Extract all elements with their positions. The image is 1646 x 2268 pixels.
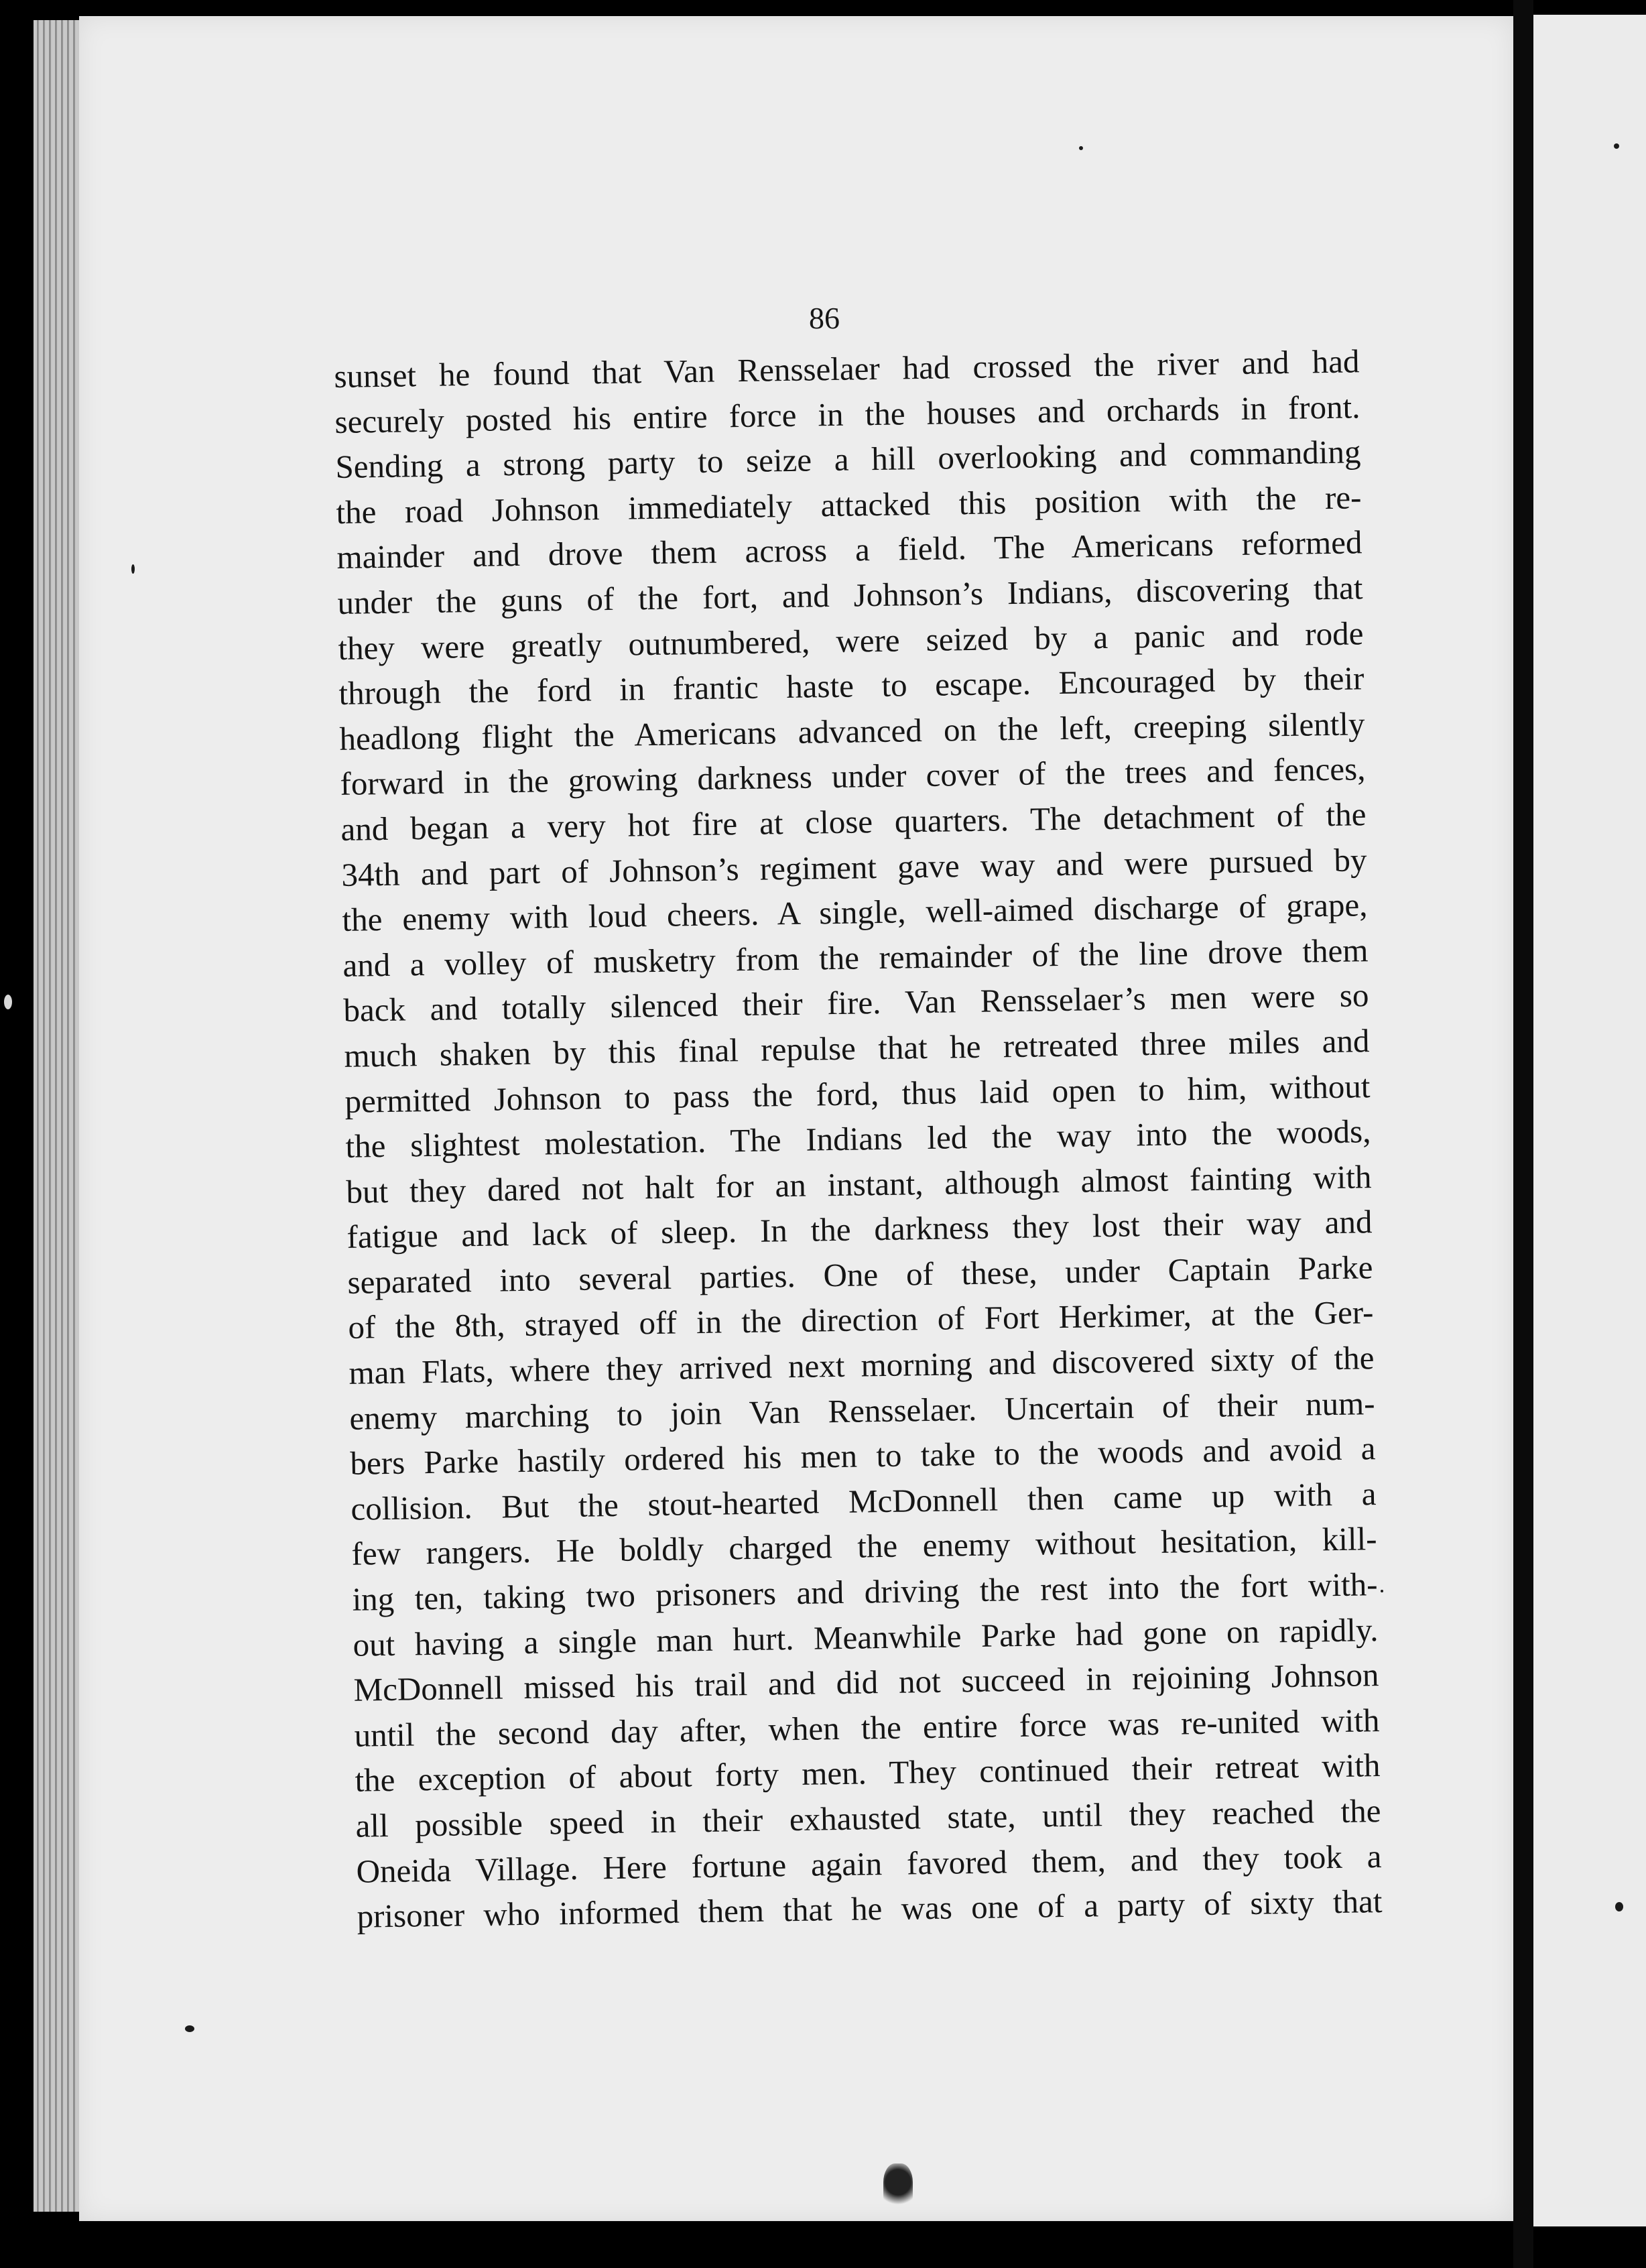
text-line: Sending a strong party to seize a hill overlooking and commanding [335,433,1361,486]
text-line: the road Johnson immediately attacked this position with the re- [336,479,1362,531]
body-text [334,338,1383,1939]
text-line: out having a single man hurt. Meanwhile Parke had gone on rapidly. [353,1611,1379,1663]
page-number: 86 [809,301,840,335]
text-line: enemy marching to join Van Rensselaer. Uncertain of their num- [349,1384,1375,1437]
text-line: sunset he found that Van Rensselaer had crossed the river and had [334,342,1360,395]
scan-speck [185,2025,194,2032]
text-line: the enemy with loud cheers. A single, well-aimed discharge of grape, [342,886,1368,939]
scan-speck [1614,143,1619,149]
text-line: 34th and part of Johnson’s regiment gave way and were pursued by [341,840,1367,893]
scan-speck [131,564,135,574]
text-line: and a volley of musketry from the remainder of the line drove them [342,931,1369,984]
text-line: headlong flight the Americans advanced on the left, creeping silently [339,704,1365,757]
text-line: back and totally silenced their fire. Van Rensselaer’s men were so [343,976,1369,1029]
text-line: but they dared not halt for an instant, although almost fainting with [346,1157,1372,1210]
text-line: fatigue and lack of sleep. In the darkness they lost their way and [346,1203,1373,1256]
text-line: the slightest molestation. The Indians led the way into the woods, [345,1113,1371,1165]
text-line: separated into several parties. One of these, under Captain Parke [347,1249,1373,1301]
text-line: through the ford in frantic haste to escape. Encouraged by their [338,659,1365,712]
text-line: they were greatly outnumbered, were seized by a panic and rode [338,614,1364,667]
text-line: securely posted his entire force in the houses and orchards in front. [334,387,1360,440]
text-line: few rangers. He boldly charged the enemy without hesitation, kill- [351,1520,1377,1573]
text-line: much shaken by this final repulse that he retreated three miles and [344,1022,1370,1074]
text-line: ing ten, taking two prisoners and driving the rest into the fort with- [352,1566,1378,1618]
text-line: forward in the growing darkness under cover of the trees and fences, [340,750,1366,803]
text-line: permitted Johnson to pass the ford, thus laid open to him, without [344,1067,1371,1120]
book-gutter [1513,0,1533,2268]
text-line: man Flats, where they arrived next morning and discovered sixty of the [349,1339,1375,1391]
scan-speck [1381,1590,1383,1592]
text-line: until the second day after, when the entire force was re-united with [354,1701,1380,1754]
facing-page-edge [1533,15,1646,2226]
text-line: and began a very hot fire at close quarters. The detachment of the [340,796,1367,848]
text-line: collision. But the stout-hearted McDonnell then came up with a [351,1474,1377,1527]
scan-speck [1615,1902,1623,1911]
text-line: prisoner who informed them that he was one of a party of sixty that [357,1883,1383,1935]
text-line: McDonnell missed his trail and did not succeed in rejoining Johnson [353,1656,1379,1708]
scan-speck [1079,146,1083,150]
text-line: the exception of about forty men. They continued their retreat with [355,1747,1381,1800]
text-line: under the guns of the fort, and Johnson’s Indians, discovering that [337,569,1363,621]
scan-speck [4,995,12,1009]
text-line: all possible speed in their exhausted state, until they reached the [355,1792,1381,1844]
text-line: of the 8th, strayed off in the direction of Fort Herkimer, at the Ger- [348,1294,1374,1346]
ink-blot [883,2163,913,2210]
text-line: bers Parke hastily ordered his men to take to the woods and avoid a [350,1430,1376,1483]
text-line: mainder and drove them across a field. The Americans reformed [336,523,1363,576]
text-line: Oneida Village. Here fortune again favored them, and they took a [356,1837,1382,1890]
